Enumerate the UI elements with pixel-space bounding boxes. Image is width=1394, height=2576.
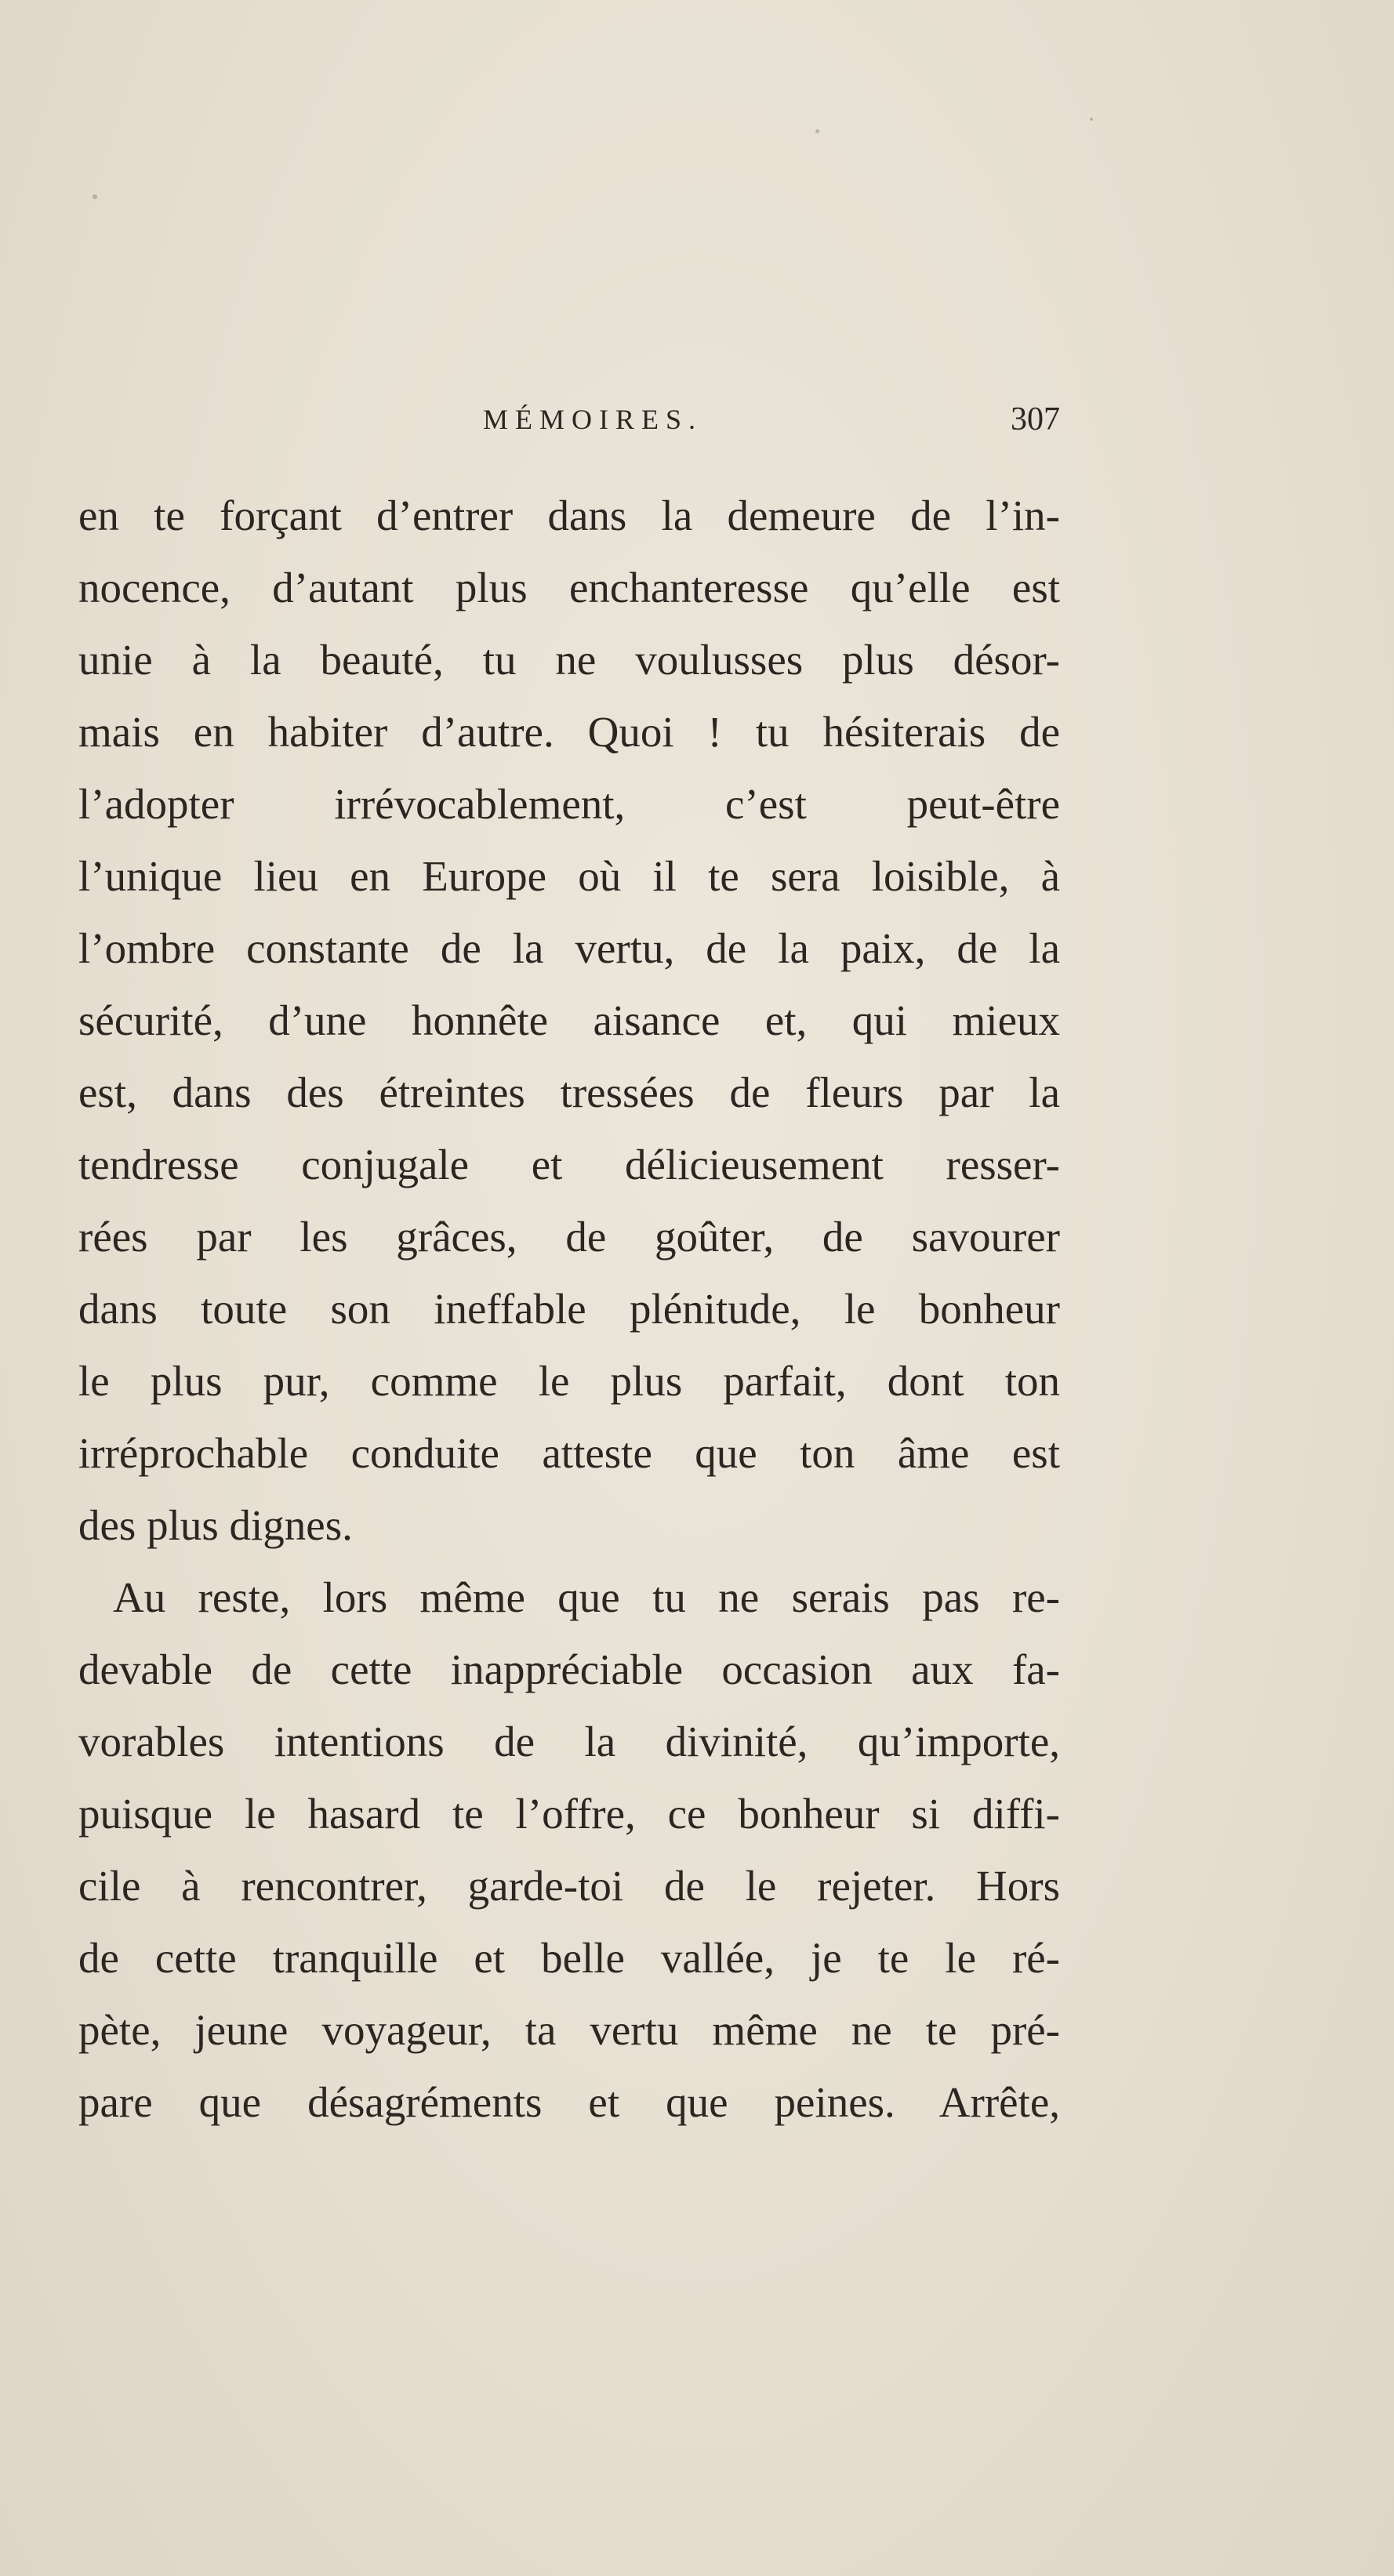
paragraph-2	[78, 1562, 1060, 2139]
text-line: unie à la beauté, tu ne voulusses plus désor-	[78, 636, 1060, 684]
text-line: pare que désagréments et que peines. Arrête,	[78, 2078, 1060, 2126]
text-line: vorables intentions de la divinité, qu’importe,	[78, 1718, 1060, 1765]
text-line: rées par les grâces, de goûter, de savourer	[78, 1213, 1060, 1261]
text-line: puisque le hasard te l’offre, ce bonheur si diffi-	[78, 1790, 1060, 1838]
body-text	[78, 480, 1060, 2139]
text-line: pète, jeune voyageur, ta vertu même ne te pré-	[78, 2006, 1060, 2054]
paper-speck	[93, 194, 97, 199]
text-line: Au reste, lors même que tu ne serais pas re-	[113, 1573, 1060, 1621]
paper-speck	[1090, 118, 1093, 121]
text-line: le plus pur, comme le plus parfait, dont ton	[78, 1357, 1060, 1405]
text-line: sécurité, d’une honnête aisance et, qui mieux	[78, 996, 1060, 1044]
text-line: est, dans des étreintes tressées de fleurs par la	[78, 1068, 1060, 1116]
text-line: l’ombre constante de la vertu, de la paix, de la	[78, 924, 1060, 972]
paragraph-1	[78, 480, 1060, 1562]
running-title: MÉMOIRES.	[482, 404, 703, 435]
text-line: des plus dignes.	[78, 1501, 353, 1549]
text-line: devable de cette inappréciable occasion aux fa-	[78, 1645, 1060, 1693]
text-line: cile à rencontrer, garde-toi de le rejeter. Hors	[78, 1862, 1060, 1910]
text-line: mais en habiter d’autre. Quoi ! tu hésiterais de	[78, 708, 1060, 756]
running-head	[78, 392, 1060, 447]
paper-speck	[815, 129, 819, 133]
text-line: l’unique lieu en Europe où il te sera loisible, à	[78, 852, 1060, 900]
text-line: tendresse conjugale et délicieusement resser-	[78, 1141, 1060, 1188]
text-line: irréprochable conduite atteste que ton âme est	[78, 1429, 1060, 1477]
text-line: en te forçant d’entrer dans la demeure de l’in-	[78, 492, 1060, 539]
text-line: nocence, d’autant plus enchanteresse qu’elle est	[78, 564, 1060, 611]
text-line: de cette tranquille et belle vallée, je te le ré-	[78, 1934, 1060, 1982]
page-number: 307	[1011, 401, 1060, 437]
text-line: l’adopter irrévocablement, c’est peut-être	[78, 780, 1060, 828]
text-line: dans toute son ineffable plénitude, le bonheur	[78, 1285, 1060, 1333]
